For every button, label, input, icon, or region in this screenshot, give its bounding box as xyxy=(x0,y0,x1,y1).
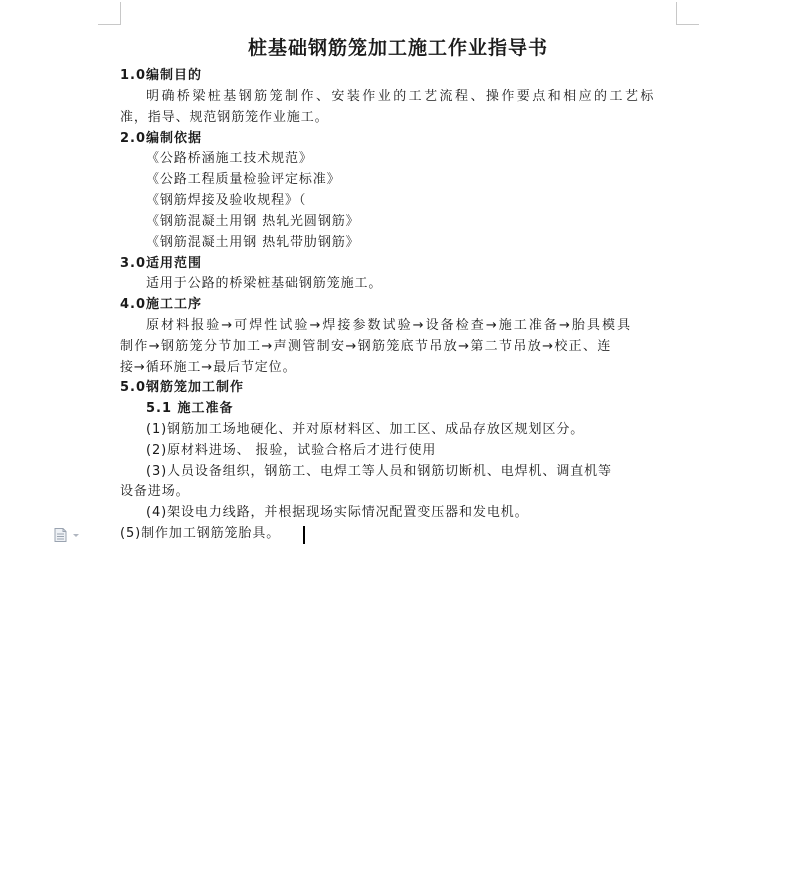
list-item[interactable]: (4)架设电力线路，并根据现场实际情况配置变压器和发电机。 xyxy=(146,505,529,520)
paragraph-options-icon[interactable] xyxy=(54,527,84,541)
paragraph-line[interactable]: 接→循环施工→最后节定位。 xyxy=(120,360,297,375)
subheading-5-1[interactable]: 5.1 施工准备 xyxy=(146,401,234,416)
reference-item[interactable]: 《公路桥涵施工技术规范》 xyxy=(146,151,313,166)
paragraph-line[interactable]: 明确桥梁桩基钢筋笼制作、安装作业的工艺流程、操作要点和相应的工艺标 xyxy=(146,89,656,104)
heading-1-0[interactable]: 1.0编制目的 xyxy=(120,68,203,83)
heading-5-0[interactable]: 5.0钢筋笼加工制作 xyxy=(120,380,245,395)
list-item-continuation[interactable]: 设备进场。 xyxy=(120,484,190,499)
document-title[interactable]: 桩基础钢筋笼加工施工作业指导书 xyxy=(247,37,548,59)
page-corner-mark-top-left xyxy=(98,2,121,25)
reference-item[interactable]: 《公路工程质量检验评定标准》 xyxy=(146,172,341,187)
heading-3-0[interactable]: 3.0适用范围 xyxy=(120,256,203,271)
paragraph-line[interactable]: 制作→钢筋笼分节加工→声测管制安→钢筋笼底节吊放→第二节吊放→校正、连 xyxy=(120,339,612,354)
paragraph-line[interactable]: 原材料报验→可焊性试验→焊接参数试验→设备检查→施工准备→胎具模具 xyxy=(146,318,633,333)
list-item[interactable]: (2)原材料进场、 报验，试验合格后才进行使用 xyxy=(146,443,437,458)
document-paragraph-icon xyxy=(54,528,84,542)
heading-4-0[interactable]: 4.0施工工序 xyxy=(120,297,203,312)
chevron-down-icon xyxy=(73,534,79,537)
page-corner-mark-top-right xyxy=(676,2,699,25)
list-item[interactable]: (5)制作加工钢筋笼胎具。 xyxy=(120,526,281,541)
paragraph-line[interactable]: 准，指导、规范钢筋笼作业施工。 xyxy=(120,110,329,125)
reference-item[interactable]: 《钢筋混凝土用钢 热轧光圆钢筋》 xyxy=(146,214,360,229)
reference-item[interactable]: 《钢筋焊接及验收规程》（ xyxy=(146,193,307,208)
paragraph-line[interactable]: 适用于公路的桥梁桩基础钢筋笼施工。 xyxy=(146,276,383,291)
list-item[interactable]: (3)人员设备组织，钢筋工、电焊工等人员和钢筋切断机、电焊机、调直机等 xyxy=(146,464,612,479)
list-item[interactable]: (1)钢筋加工场地硬化、并对原材料区、加工区、成品存放区规划区分。 xyxy=(146,422,585,437)
heading-2-0[interactable]: 2.0编制依据 xyxy=(120,131,203,146)
text-cursor xyxy=(303,526,305,544)
reference-item[interactable]: 《钢筋混凝土用钢 热轧带肋钢筋》 xyxy=(146,235,360,250)
